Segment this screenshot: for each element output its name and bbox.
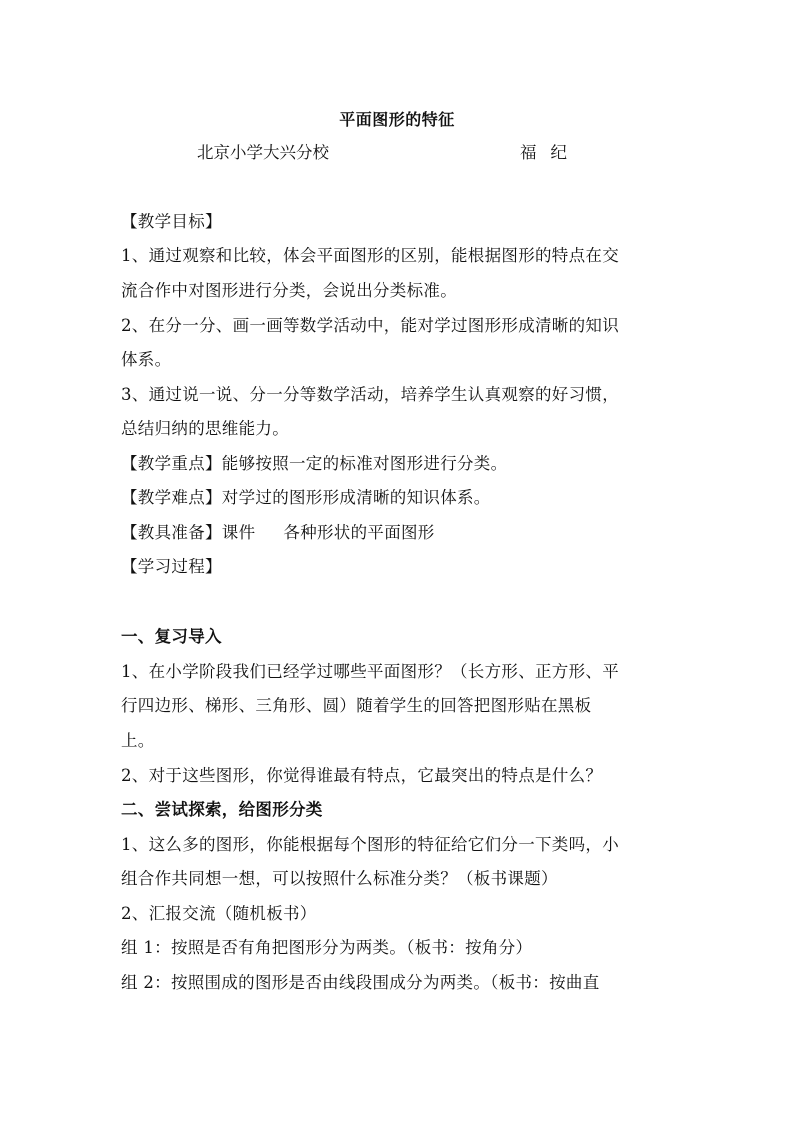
- paragraph-line: 组 2：按照围成的图形是否由线段围成分为两类。（板书：按曲直: [121, 973, 600, 992]
- section-heading-review: 一、复习导入: [121, 627, 222, 646]
- difficulty-line: 【教学难点】对学过的图形形成清晰的知识体系。: [121, 488, 491, 507]
- school-name: 北京小学大兴分校: [197, 143, 329, 162]
- materials-detail: 各种形状的平面图形: [283, 523, 435, 542]
- key-point-line: 【教学重点】能够按照一定的标准对图形进行分类。: [121, 454, 508, 473]
- materials-label: 【教具准备】课件: [121, 523, 256, 542]
- paragraph-line: 2、在分一分、画一画等数学活动中，能对学过图形形成清晰的知识: [121, 316, 619, 335]
- paragraph-line: 1、这么多的图形，你能根据每个图形的特征给它们分一下类吗，小: [121, 835, 619, 854]
- paragraph-line: 组合作共同想一想，可以按照什么标准分类？（板书课题）: [121, 869, 558, 888]
- author-name: 福纪: [520, 143, 581, 162]
- paragraph-line: 1、在小学阶段我们已经学过哪些平面图形？（长方形、正方形、平: [121, 662, 619, 681]
- section-heading-explore: 二、尝试探索，给图形分类: [121, 800, 323, 819]
- paragraph-line: 行四边形、梯形、三角形、圆）随着学生的回答把图形贴在黑板: [121, 696, 592, 715]
- paragraph-line: 2、对于这些图形，你觉得谁最有特点，它最突出的特点是什么？: [121, 766, 603, 785]
- materials-line: [121, 523, 684, 543]
- paragraph-line: 流合作中对图形进行分类，会说出分类标准。: [121, 281, 457, 300]
- document-title: 平面图形的特征: [339, 110, 455, 129]
- paragraph-line: 2、汇报交流（随机板书）: [121, 904, 317, 923]
- paragraph-line: 总结归纳的思维能力。: [121, 419, 289, 438]
- paragraph-line: 上。: [121, 731, 155, 750]
- paragraph-line: 组 1：按照是否有角把图形分为两类。（板书：按角分）: [121, 938, 533, 957]
- paragraph-line: 体系。: [121, 350, 172, 369]
- paragraph-line: 1、通过观察和比较，体会平面图形的区别，能根据图形的特点在交: [121, 246, 619, 265]
- section-heading-process: 【学习过程】: [121, 557, 222, 576]
- section-heading-objectives: 【教学目标】: [121, 212, 222, 231]
- paragraph-line: 3、通过说一说、分一分等数学活动，培养学生认真观察的好习惯，: [121, 385, 619, 404]
